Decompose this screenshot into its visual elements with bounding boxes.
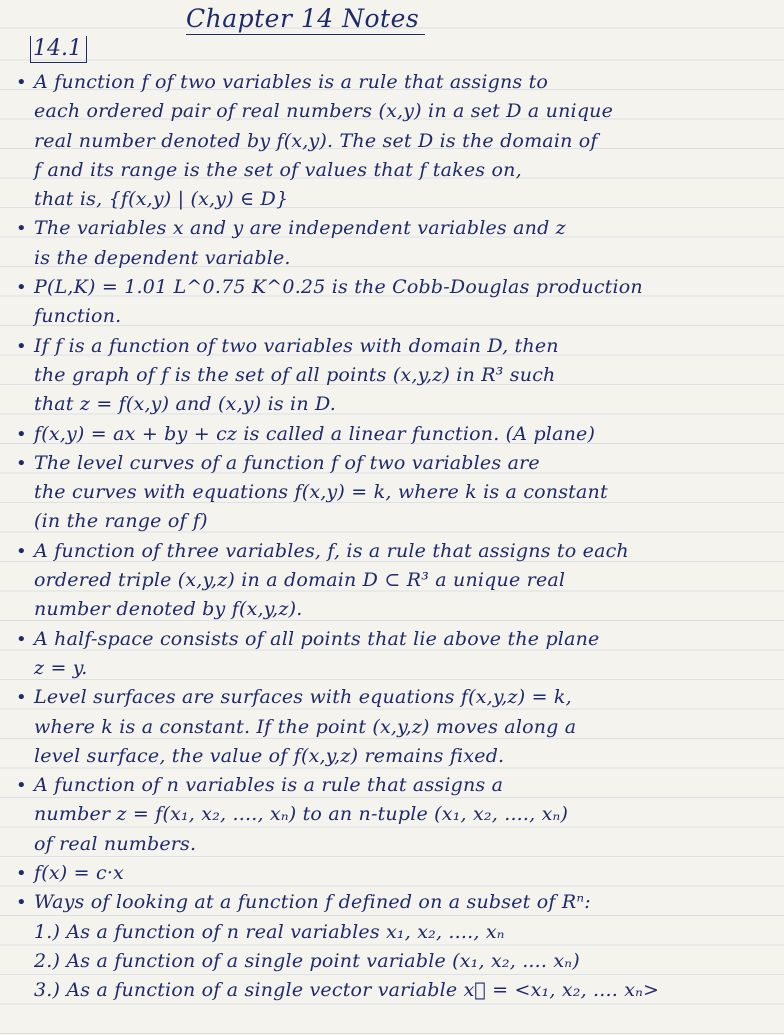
bullet-dot: • [16, 775, 27, 797]
section-number: 14.1 [30, 36, 87, 63]
note-line: number z = f(x₁, x₂, ...., xₙ) to an n-tuple (x₁, x₂, ...., xₙ) [34, 803, 569, 826]
bullet-dot: • [16, 540, 27, 562]
note-line: f and its range is the set of values that f takes on, [34, 158, 522, 181]
note-line: that z = f(x,y) and (x,y) is in D. [34, 393, 337, 416]
note-line: The level curves of a function f of two variables are [34, 451, 540, 474]
note-line: each ordered pair of real numbers (x,y) in a set D a unique [34, 100, 614, 123]
ways-list [14, 918, 776, 1006]
note-line: (in the range of f) [34, 510, 208, 533]
note-line: the graph of f is the set of all points (x,y,z) in R³ such [34, 363, 556, 386]
note-line: Level surfaces are surfaces with equations f(x,y,z) = k, [34, 686, 572, 709]
note-line: number denoted by f(x,y,z). [34, 598, 303, 621]
note-line: A function f of two variables is a rule that assigns to [34, 71, 549, 93]
bullet-dot: • [16, 335, 27, 357]
bullet-dot: • [16, 687, 27, 709]
note-line: f(x) = c·x [34, 862, 124, 885]
note-level-curves [14, 449, 776, 537]
page-title: Chapter 14 Notes [186, 4, 425, 35]
note-line: Ways of looking at a function f defined on a subset of Rⁿ: [34, 891, 591, 914]
way-item-1: 1.) As a function of n real variables x₁, x₂, ...., xₙ [34, 920, 505, 943]
note-line: where k is a constant. If the point (x,y,z) moves along a [34, 715, 577, 738]
note-half-space [14, 625, 776, 684]
note-line: that is, {f(x,y) | (x,y) ∈ D} [34, 188, 289, 211]
note-line: ordered triple (x,y,z) in a domain D ⊂ R³ a unique real [34, 569, 566, 592]
note-three-variables [14, 537, 776, 625]
bullet-dot: • [16, 863, 27, 885]
note-line: z = y. [34, 656, 88, 679]
note-ways-of-looking [14, 888, 776, 917]
note-line: P(L,K) = 1.01 L^0.75 K^0.25 is the Cobb-Douglas production [34, 276, 643, 299]
note-function-two-variables [14, 68, 776, 214]
note-line: function. [34, 305, 122, 328]
note-line: A half-space consists of all points that lie above the plane [34, 627, 600, 650]
note-line: The variables x and y are independent variables and z [34, 217, 566, 240]
way-item-3: 3.) As a function of a single vector variable x⃗ = <x₁, x₂, .... xₙ> [34, 979, 660, 1002]
note-n-variables [14, 771, 776, 859]
note-line: If f is a function of two variables with domain D, then [34, 334, 559, 357]
note-graph [14, 332, 776, 420]
note-line: A function of three variables, f, is a rule that assigns to each [34, 539, 629, 562]
bullet-dot: • [16, 218, 27, 240]
note-dot-product [14, 859, 776, 888]
note-level-surfaces [14, 683, 776, 771]
note-line: level surface, the value of f(x,y,z) remains fixed. [34, 744, 505, 767]
note-line: of real numbers. [34, 832, 197, 855]
note-line: real number denoted by f(x,y). The set D is the domain of [34, 129, 598, 152]
bullet-dot: • [16, 277, 27, 299]
bullet-dot: • [16, 628, 27, 650]
note-linear-function [14, 420, 776, 449]
note-variables [14, 214, 776, 273]
notes-list [14, 68, 776, 1006]
note-line: f(x,y) = ax + by + cz is called a linear function. (A plane) [34, 422, 596, 445]
bullet-dot: • [16, 452, 27, 474]
bullet-dot: • [16, 892, 27, 914]
note-line: is the dependent variable. [34, 246, 291, 269]
bullet-dot: • [16, 72, 27, 93]
note-cobb-douglas [14, 273, 776, 332]
note-line: A function of n variables is a rule that assigns a [34, 774, 504, 797]
note-line: the curves with equations f(x,y) = k, where k is a constant [34, 481, 608, 504]
way-item-2: 2.) As a function of a single point variable (x₁, x₂, .... xₙ) [34, 949, 580, 972]
bullet-dot: • [16, 423, 27, 445]
